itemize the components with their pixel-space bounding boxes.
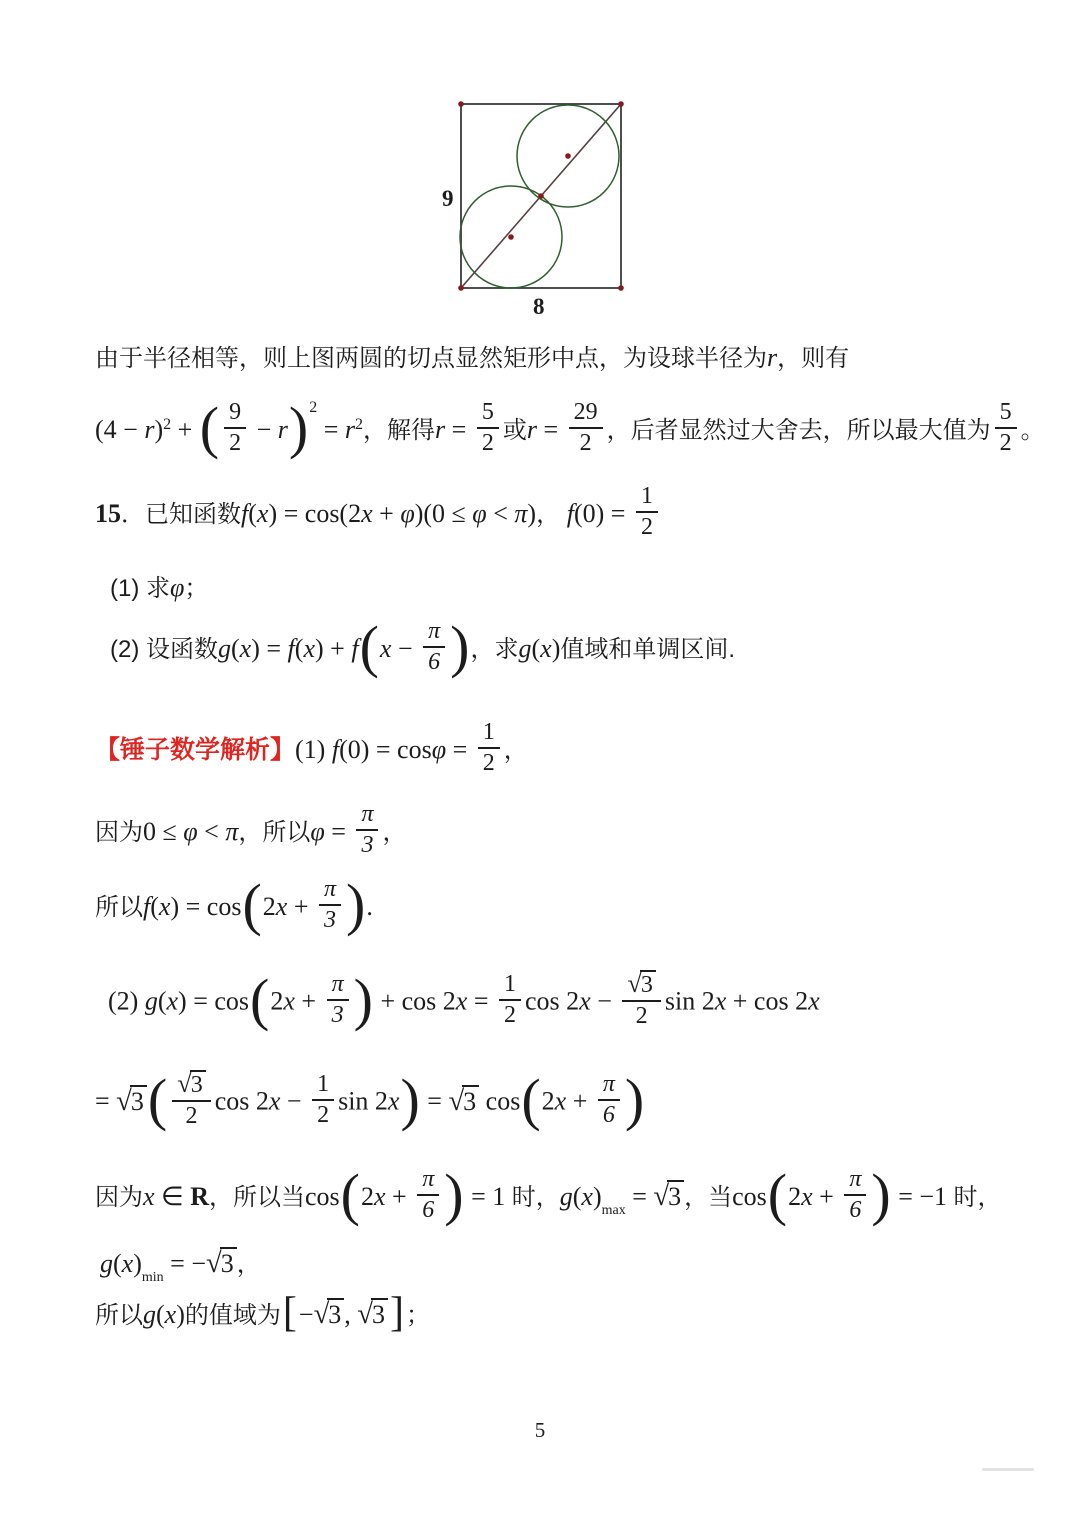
intro-paragraph: 由于半径相等，则上图两圆的切点显然矩形中点，为设球半径为r，则有 [95,343,850,372]
solution-phi-value: 因为0 ≤ φ < π，所以φ = $\frac{\pi}{3}$ ， [95,801,407,859]
solution-header: 【锤子数学解析】(1) f(0) = cosφ = $\frac{1}{2}$ ， [95,719,528,777]
problem-15-statement: 15．已知函数f(x) = cos(2x + φ)(0 ≤ φ < π)， f(0) = $\frac{1}{2}$ [95,488,662,544]
solution-gx-simplified: = √3( $\frac{√3}{2}$ cos 2x − $\frac{1}{2}$ sin 2x) = √3 cos(2x + $\frac{\pi}{6}$ ) [95,1066,645,1132]
corner-dot [618,101,624,107]
lower-center-dot [508,234,514,240]
radius-equation: $(4 - r)^2$ + ( $\frac{9}{2}$ − $r)^2 = r^2$，解得r = $\frac{5}{2}$ 或r = $\frac{29}{2}$ ，后者显然过大舍去，所以最大值为 $\frac{5}{2}$ 。 [95,395,1045,461]
bottom-length-label: 8 [533,294,545,319]
tangent-point-dot [538,193,544,199]
solution-fx-formula: 所以f(x) = cos(2x + $\frac{\pi}{3}$ ). [95,872,373,937]
solution-max-min: 因为x ∈ R，所以当cos(2x + $\frac{\pi}{6}$ ) = 1 时，$g(x)_{max} = √3$ ，当cos(2x + $\frac{\pi}{6}$ ) = −1 时， [95,1162,1002,1227]
side-length-label: 9 [442,186,454,211]
question-2: (2) 设函数g(x) = f(x) + f(x − $\frac{\pi}{6}$ )，求g(x)值域和单调区间. [110,614,736,679]
geometry-figure [440,94,640,322]
corner-dot [458,285,464,291]
page-number: 5 [534,1418,546,1442]
watermark-line [982,1468,1034,1471]
corner-dot [458,101,464,107]
upper-center-dot [565,153,571,159]
corner-dot [618,285,624,291]
question-1: (1) 求φ； [110,573,209,602]
solution-gx-expansion: (2) g(x) = cos(2x + $\frac{\pi}{3}$ ) + cos 2x = $\frac{1}{2}$ cos 2x − $\frac{√3}{2}$ sin 2x + cos 2x [108,966,820,1032]
solution-range: 所以g(x)的值域为[−√3 , √3 ]； [95,1290,430,1336]
solution-gx-min: $g(x)_{min} = -√3$ ， [100,1248,261,1285]
